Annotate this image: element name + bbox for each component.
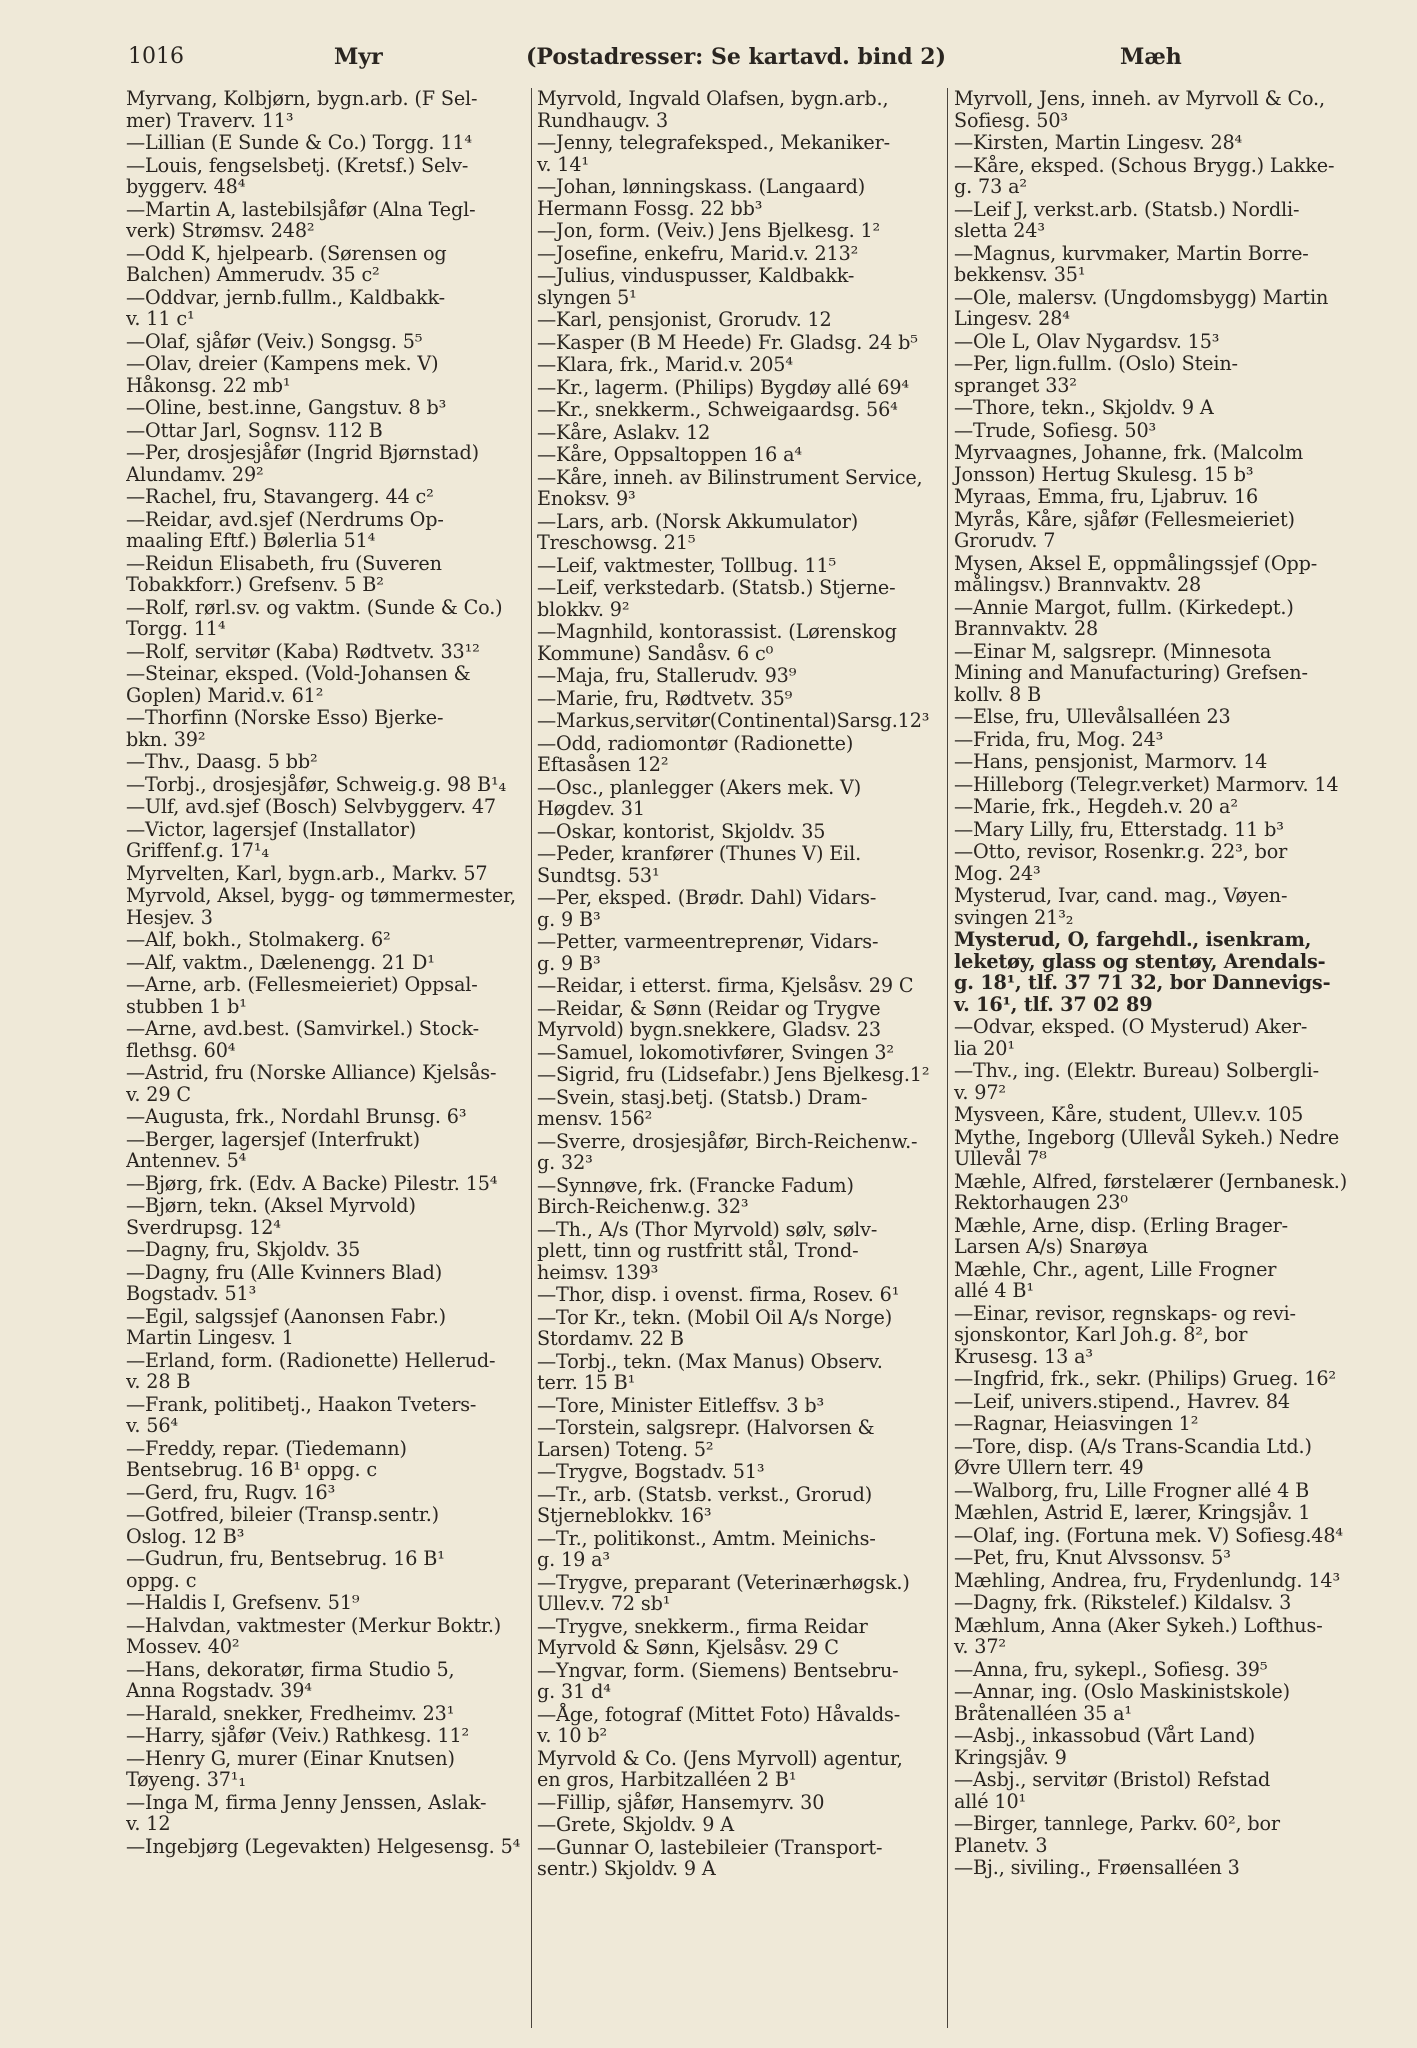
directory-entry: —Hans, pensjonist, Marmorv. 14 <box>954 750 1268 773</box>
directory-entry: —Asbj., inkassobud (Vårt Land) Kringsjåv. 9 <box>954 1724 1256 1769</box>
directory-entry: —Leif, verkstedarb. (Statsb.) Stjerne- blokkv. 9² <box>537 576 896 621</box>
directory-entry: —Svein, stasj.betj. (Statsb.) Dram- mensv. 156² <box>537 1085 868 1130</box>
directory-entry: —Egil, salgssjef (Aanonsen Fabr.) Martin Lingesv. 1 <box>126 1304 446 1349</box>
directory-entry: —Lillian (E Sunde & Co.) Torgg. 11⁴ <box>126 131 472 154</box>
directory-entry: —Gunnar O, lastebileier (Transport- sentr.) Skjoldv. 9 A <box>537 1835 883 1880</box>
directory-entry: —Einar, revisor, regnskaps- og revi- sjonskontor, Karl Joh.g. 8², bor Krusesg. 13 a³ <box>954 1301 1296 1368</box>
directory-entry: —Frida, fru, Mog. 24³ <box>954 727 1164 751</box>
directory-entry: —Sverre, drosjesjåfør, Birch-Reichenw.- g. 32³ <box>537 1129 918 1174</box>
directory-entry: Mysen, Aksel E, oppmålingssjef (Opp- målingsv.) Brannvaktv. 28 <box>954 551 1318 596</box>
directory-entry: —Marie, fru, Rødtvetv. 35⁹ <box>537 686 793 710</box>
directory-entry: Myrvold & Co. (Jens Myrvoll) agentur, en gros, Harbitzalléen 2 B¹ <box>537 1746 903 1791</box>
directory-entry: Mysveen, Kåre, student, Ullev.v. 105 <box>954 1103 1304 1126</box>
directory-entry: —Torstein, salgsrepr. (Halvorsen & Larsen) Toteng. 5² <box>537 1416 875 1461</box>
directory-entry: —Peder, kranfører (Thunes V) Eil. Sundtsg. 53¹ <box>537 842 862 887</box>
directory-entry: —Yngvar, form. (Siemens) Bentsebru- g. 31 d⁴ <box>537 1658 899 1703</box>
directory-entry: —Per, eksped. (Brødr. Dahl) Vidars- g. 9 B³ <box>537 886 877 931</box>
directory-entry: —Per, drosjesjåfør (Ingrid Bjørnstad) Alundamv. 29² <box>126 441 479 486</box>
directory-entry: —Else, fru, Ullevålsalléen 23 <box>954 705 1231 728</box>
directory-entry: —Bj., siviling., Frøensalléen 3 <box>954 1856 1240 1879</box>
directory-entry: —Leif, univers.stipend., Havrev. 84 <box>954 1389 1290 1413</box>
directory-entry: —Walborg, fru, Lille Frogner allé 4 B <box>954 1478 1310 1502</box>
directory-entry: Myrvold, Aksel, bygg- og tømmermester, Hesjev. 3 <box>126 884 516 929</box>
directory-entry: Myrvold, Ingvald Olafsen, bygn.arb., Rundhaugv. 3 <box>537 88 889 132</box>
directory-entry: Mysterud, Ivar, cand. mag., Vøyen- svingen 21³₂ <box>954 884 1288 929</box>
directory-entry: —Berger, lagersjef (Interfrukt) Antennev. 5⁴ <box>126 1127 420 1172</box>
directory-entry: —Astrid, fru (Norske Alliance) Kjelsås- v. 29 C <box>126 1061 497 1106</box>
directory-entry: —Thv., Daasg. 5 bb² <box>126 750 318 773</box>
directory-entry: —Dagny, fru, Skjoldv. 35 <box>126 1238 361 1261</box>
directory-entry: —Victor, lagersjef (Installator) Griffenf.g. 17¹₄ <box>126 817 417 862</box>
directory-entry: Myrvoll, Jens, inneh. av Myrvoll & Co., Sofiesg. 50³ <box>954 88 1325 132</box>
directory-entry: —Ragnar, Heiasvingen 1² <box>954 1412 1199 1435</box>
directory-entry: —Kirsten, Martin Lingesv. 28⁴ <box>954 131 1243 154</box>
directory-entry: —Bjørg, frk. (Edv. A Backe) Pilestr. 15⁴ <box>126 1171 498 1195</box>
range-end-word: Mæh <box>1120 44 1182 70</box>
directory-entry: —Halvdan, vaktmester (Merkur Boktr.) Mossev. 40² <box>126 1613 502 1658</box>
directory-entry: —Kåre, Aslakv. 12 <box>537 420 711 444</box>
directory-entry: —Kr., lagerm. (Philips) Bygdøy allé 69⁴ <box>537 375 909 399</box>
directory-entry: Myrås, Kåre, sjåfør (Fellesmeieriet) Grorudv. 7 <box>954 507 1295 552</box>
directory-entry: —Trude, Sofiesg. 50³ <box>954 418 1157 442</box>
directory-entry: —Johan, lønningskass. (Langaard) Hermann Fossg. 22 bb³ <box>537 175 866 220</box>
directory-entry: —Torbj., drosjesjåfør, Schweig.g. 98 B¹₄ <box>126 772 507 796</box>
directory-entry: —Gerd, fru, Rugv. 16³ <box>126 1480 336 1504</box>
directory-entry: —Julius, vinduspusser, Kaldbakk- slyngen 5¹ <box>537 264 855 309</box>
directory-entry: —Otto, revisor, Rosenkr.g. 22³, bor Mog. 24³ <box>954 840 1288 885</box>
directory-entry: —Fillip, sjåfør, Hansemyrv. 30 <box>537 1790 825 1814</box>
directory-entry: —Tore, disp. (A/s Trans-Scandia Ltd.) Øvre Ullern terr. 49 <box>954 1434 1312 1479</box>
directory-entry: —Rachel, fru, Stavangerg. 44 c² <box>126 485 434 508</box>
directory-entry: —Grete, Skjoldv. 9 A <box>537 1813 734 1836</box>
directory-entry: —Sigrid, fru (Lidsefabr.) Jens Bjelkesg.1² <box>537 1063 930 1086</box>
directory-entry: —Rolf, rørl.sv. og vaktm. (Sunde & Co.) Torgg. 11⁴ <box>126 595 503 640</box>
directory-entry: —Harry, sjåfør (Veiv.) Rathkesg. 11² <box>126 1724 470 1747</box>
directory-entry: Myrvang, Kolbjørn, bygn.arb. (F Sel- mer) Traverv. 11³ <box>126 88 478 132</box>
directory-entry: —Dagny, frk. (Rikstelef.) Kildalsv. 3 <box>954 1591 1292 1614</box>
directory-entry: —Asbj., servitør (Bristol) Refstad allé 10¹ <box>954 1768 1271 1813</box>
directory-entry: Myrvaagnes, Johanne, frk. (Malcolm Jonsson) Hertug Skulesg. 15 b³ <box>954 441 1304 486</box>
directory-entry: —Augusta, frk., Nordahl Brunsg. 6³ <box>126 1105 467 1128</box>
directory-entry: —Olaf, sjåfør (Veiv.) Songsg. 5⁵ <box>126 329 423 353</box>
directory-entry: —Alf, vaktm., Dælenengg. 21 D¹ <box>126 950 435 974</box>
directory-entry: —Samuel, lokomotivfører, Svingen 3² <box>537 1040 894 1064</box>
directory-entry: —Osc., planlegger (Akers mek. V) Høgdev. 31 <box>537 775 862 820</box>
directory-entry: —Oskar, kontorist, Skjoldv. 35 <box>537 819 826 843</box>
directory-entry: —Klara, frk., Marid.v. 205⁴ <box>537 353 793 376</box>
directory-entry: —Torbj., tekn. (Max Manus) Observ. terr. 15 B¹ <box>537 1349 883 1394</box>
directory-entry: —Inga M, firma Jenny Jenssen, Aslak- v. 12 <box>126 1790 487 1835</box>
directory-entry: —Hans, dekoratør, firma Studio 5, Anna Rogstadv. 39⁴ <box>126 1657 455 1702</box>
directory-entry: —Henry G, murer (Einar Knutsen) Tøyeng. 37¹₁ <box>126 1746 455 1791</box>
directory-entry: Mæhlum, Anna (Aker Sykeh.) Lofthus- v. 37² <box>954 1613 1323 1658</box>
directory-entry: —Josefine, enkefru, Marid.v. 213² <box>537 241 859 265</box>
directory-entry: —Leif J, verkst.arb. (Statsb.) Nordli- sletta 24³ <box>954 197 1300 242</box>
column-1 <box>126 88 532 2028</box>
directory-entry: —Maja, fru, Stallerudv. 93⁹ <box>537 664 797 687</box>
column-2 <box>532 88 948 2028</box>
directory-entry: —Steinar, eksped. (Vold-Johansen & Goplen) Marid.v. 61² <box>126 662 471 707</box>
directory-entry: —Kr., snekkerm., Schweigaardsg. 56⁴ <box>537 398 898 421</box>
directory-entry: —Leif, vaktmester, Tollbug. 11⁵ <box>537 553 837 577</box>
directory-entry: —Reidar, & Sønn (Reidar og Trygve Myrvold) bygn.snekkere, Gladsv. 23 <box>537 996 881 1041</box>
directory-entry: —Synnøve, frk. (Francke Fadum) Birch-Reichenw.g. 32³ <box>537 1173 854 1218</box>
directory-entry: —Harald, snekker, Fredheimv. 23¹ <box>126 1701 455 1725</box>
directory-entry: —Martin A, lastebilsjåfør (Alna Tegl- verk) Strømsv. 248² <box>126 197 476 242</box>
directory-entry: —Reidun Elisabeth, fru (Suveren Tobakkforr.) Grefsenv. 5 B² <box>126 551 442 596</box>
directory-entry: —Tr., politikonst., Amtm. Meinichs- g. 19 a³ <box>537 1526 876 1571</box>
directory-entry: —Olaf, ing. (Fortuna mek. V) Sofiesg.48⁴ <box>954 1523 1343 1547</box>
directory-entry: —Th., A/s (Thor Myrvold) sølv, sølv- plett, tinn og rustfritt stål, Trond- heimsv. 139³ <box>537 1217 878 1284</box>
entry-columns <box>126 88 1356 2028</box>
directory-entry: —Louis, fengselsbetj. (Kretsf.) Selv- byggerv. 48⁴ <box>126 153 469 198</box>
range-start-word: Myr <box>334 44 383 70</box>
directory-entry: —Tor Kr., tekn. (Mobil Oil A/s Norge) Stordamv. 22 B <box>537 1305 893 1350</box>
directory-entry: —Magnus, kurvmaker, Martin Borre- bekkensv. 35¹ <box>954 241 1309 286</box>
directory-entry: —Jenny, telegrafeksped., Mekaniker- v. 14¹ <box>537 131 890 176</box>
directory-entry: —Arne, avd.best. (Samvirkel.) Stock- flethsg. 60⁴ <box>126 1017 479 1062</box>
page-header <box>128 44 1357 78</box>
directory-entry: Mæhlen, Astrid E, lærer, Kringsjåv. 1 <box>954 1501 1311 1524</box>
page-number: 1016 <box>128 44 184 69</box>
directory-entry: —Ingebjørg (Legevakten) Helgesensg. 5⁴ <box>126 1834 521 1858</box>
directory-entry: —Dagny, fru (Alle Kvinners Blad) Bogstadv. 51³ <box>126 1260 443 1305</box>
directory-entry: —Haldis I, Grefsenv. 51⁹ <box>126 1591 360 1614</box>
directory-entry: —Kåre, Oppsaltoppen 16 a⁴ <box>537 443 802 466</box>
directory-entry: Myraas, Emma, fru, Ljabruv. 16 <box>954 485 1259 508</box>
directory-entry: —Kåre, eksped. (Schous Brygg.) Lakke- g. 73 a² <box>954 153 1335 198</box>
directory-entry: —Annie Margot, fullm. (Kirkedept.) Brannvaktv. 28 <box>954 595 1294 640</box>
directory-entry: —Reidar, i etterst. firma, Kjelsåsv. 29 C <box>537 974 914 997</box>
directory-entry: —Trygve, Bogstadv. 51³ <box>537 1460 765 1483</box>
directory-entry: —Odd K, hjelpearb. (Sørensen og Balchen) Ammerudv. 35 c² <box>126 241 447 286</box>
directory-entry: —Bjørn, tekn. (Aksel Myrvold) Sverdrupsg. 12⁴ <box>126 1194 416 1239</box>
directory-entry: —Thore, tekn., Skjoldv. 9 A <box>954 396 1214 419</box>
directory-entry: Mythe, Ingeborg (Ullevål Sykeh.) Nedre Ullevål 7⁸ <box>954 1125 1340 1170</box>
directory-entry: —Thorfinn (Norske Esso) Bjerke- bkn. 39² <box>126 706 444 751</box>
directory-entry: —Marie, frk., Hegdeh.v. 20 a² <box>954 795 1238 818</box>
directory-entry: —Markus,servitør(Continental)Sarsg.12³ <box>537 709 930 732</box>
directory-entry: —Odvar, eksped. (O Mysterud) Aker- lia 20¹ <box>954 1015 1308 1060</box>
directory-entry: —Tr., arb. (Statsb. verkst., Grorud) Stjerneblokkv. 16³ <box>537 1482 873 1527</box>
directory-entry: —Kåre, inneh. av Bilinstrument Service, Enoksv. 9³ <box>537 465 923 510</box>
directory-entry: —Freddy, repar. (Tiedemann) Bentsebrug. 16 B¹ oppg. c <box>126 1436 407 1481</box>
directory-entry: —Oddvar, jernb.fullm., Kaldbakk- v. 11 c¹ <box>126 285 445 330</box>
directory-entry: —Arne, arb. (Fellesmeieriet) Oppsal- stubben 1 b¹ <box>126 973 478 1018</box>
directory-entry: —Ole, malersv. (Ungdomsbygg) Martin Lingesv. 28⁴ <box>954 285 1329 330</box>
directory-entry: —Jon, form. (Veiv.) Jens Bjelkesg. 1² <box>537 219 881 242</box>
directory-entry: —Kasper (B M Heede) Fr. Gladsg. 24 b⁵ <box>537 330 918 354</box>
directory-entry: —Åge, fotograf (Mittet Foto) Håvalds- v. 10 b² <box>537 1702 901 1747</box>
directory-entry: —Odd, radiomontør (Radionette) Eftasåsen 12² <box>537 731 854 776</box>
directory-entry: —Ingfrid, frk., sekr. (Philips) Grueg. 16² <box>954 1367 1336 1390</box>
directory-entry: —Birger, tannlege, Parkv. 60², bor Planetv. 3 <box>954 1812 1280 1857</box>
directory-entry: —Hilleborg (Telegr.verket) Marmorv. 14 <box>954 772 1339 796</box>
directory-entry: Mæhling, Andrea, fru, Frydenlundg. 14³ <box>954 1568 1340 1592</box>
directory-entry: —Anna, fru, sykepl., Sofiesg. 39⁵ <box>954 1657 1268 1681</box>
directory-entry: Myrvelten, Karl, bygn.arb., Markv. 57 <box>126 861 488 885</box>
directory-entry: —Olav, dreier (Kampens mek. V) Håkonsg. 22 mb¹ <box>126 352 439 397</box>
directory-entry: —Gudrun, fru, Bentsebrug. 16 B¹ oppg. c <box>126 1547 445 1592</box>
directory-entry: —Ole L, Olav Nygardsv. 15³ <box>954 329 1220 353</box>
directory-entry: —Trygve, preparant (Veterinærhøgsk.) Ullev.v. 72 sb¹ <box>537 1570 910 1615</box>
directory-entry: —Ulf, avd.sjef (Bosch) Selvbyggerv. 47 <box>126 795 496 818</box>
directory-entry: —Thv., ing. (Elektr. Bureau) Solbergli- v. 97² <box>954 1059 1319 1104</box>
directory-entry: —Einar M, salgsrepr. (Minnesota Mining and Manufacturing) Grefsen- kollv. 8 B <box>954 639 1308 706</box>
directory-entry: —Trygve, snekkerm., firma Reidar Myrvold & Sønn, Kjelsåsv. 29 C <box>537 1614 868 1659</box>
directory-entry: —Gotfred, bileier (Transp.sentr.) Oslog. 12 B³ <box>126 1503 440 1548</box>
directory-entry: —Frank, politibetj., Haakon Tveters- v. 56⁴ <box>126 1392 477 1437</box>
directory-entry: Mæhle, Chr., agent, Lille Frogner allé 4 B¹ <box>954 1257 1277 1302</box>
directory-entry: Mysterud, O, fargehdl., isenkram, leketøy, glass og stentøy, Arendals- g. 18¹, tlf. 37 71 32, bor Dannevigs- v. 16¹, tlf. 37 02 89 <box>954 928 1331 1016</box>
directory-entry: —Magnhild, kontorassist. (Lørenskog Kommune) Sandåsv. 6 c⁰ <box>537 620 897 665</box>
directory-entry: —Alf, bokh., Stolmakerg. 6² <box>126 928 391 951</box>
directory-entry: —Erland, form. (Radionette) Hellerud- v. 28 B <box>126 1348 496 1393</box>
directory-entry: —Oline, best.inne, Gangstuv. 8 b³ <box>126 396 447 419</box>
directory-entry: —Per, lign.fullm. (Oslo) Stein- spranget 33² <box>954 352 1238 397</box>
directory-entry: —Karl, pensjonist, Grorudv. 12 <box>537 308 832 331</box>
directory-entry: —Petter, varmeentreprenør, Vidars- g. 9 B³ <box>537 930 879 975</box>
header-note: (Postadresser: Se kartavd. bind 2) <box>526 44 946 70</box>
directory-entry: —Annar, ing. (Oslo Maskinistskole) Bråtenalléen 35 a¹ <box>954 1680 1290 1725</box>
directory-entry: —Reidar, avd.sjef (Nerdrums Op- maaling Eftf.) Bølerlia 51⁴ <box>126 507 444 552</box>
directory-entry: —Mary Lilly, fru, Etterstadg. 11 b³ <box>954 817 1284 841</box>
directory-entry: —Ottar Jarl, Sognsv. 112 B <box>126 418 383 442</box>
directory-entry: Mæhle, Arne, disp. (Erling Brager- Larsen A/s) Snarøya <box>954 1213 1288 1258</box>
directory-entry: —Thor, disp. i ovenst. firma, Rosev. 6¹ <box>537 1283 900 1306</box>
directory-entry: —Rolf, servitør (Kaba) Rødtvetv. 33¹² <box>126 639 480 663</box>
directory-entry: —Pet, fru, Knut Alvssonsv. 5³ <box>954 1546 1231 1569</box>
directory-entry: —Lars, arb. (Norsk Akkumulator) Treschowsg. 21⁵ <box>537 509 859 554</box>
directory-entry: Mæhle, Alfred, førstelærer (Jernbanesk.) Rektorhaugen 23⁰ <box>954 1169 1348 1214</box>
directory-entry: —Tore, Minister Eitleffsv. 3 b³ <box>537 1393 825 1417</box>
column-3 <box>948 88 1356 2028</box>
